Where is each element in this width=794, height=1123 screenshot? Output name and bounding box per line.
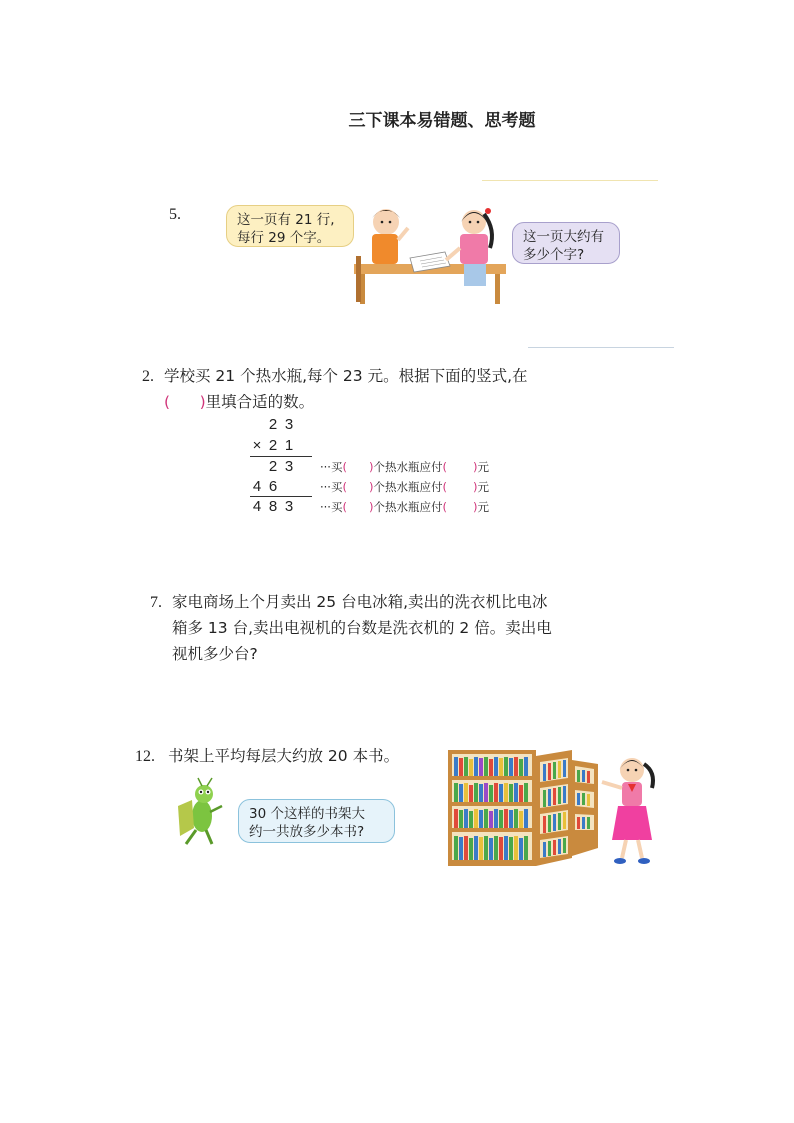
note-mid: 个热水瓶应付 bbox=[373, 480, 443, 494]
question-12-text: 书架上平均每层大约放 20 本书。 bbox=[168, 747, 400, 765]
note-prefix: ···买 bbox=[320, 480, 343, 494]
question-12-number: 12. bbox=[135, 748, 155, 765]
calc-note-row bbox=[320, 499, 489, 515]
question-7-line: 家电商场上个月卖出 25 台电冰箱,卖出的洗衣机比电冰 bbox=[172, 593, 548, 611]
note-suffix: 元 bbox=[477, 480, 489, 494]
answer-blank-open[interactable]: ( bbox=[442, 480, 447, 494]
times-sign: × bbox=[252, 437, 262, 454]
answer-blank[interactable]: ( ) bbox=[164, 393, 206, 411]
note-suffix: 元 bbox=[477, 500, 489, 514]
calc-digit: 4 bbox=[252, 498, 262, 515]
calc-digit: 3 bbox=[284, 416, 294, 433]
bubble-line: 多少个字? bbox=[523, 247, 585, 263]
calc-digit: 6 bbox=[268, 478, 278, 495]
note-suffix: 元 bbox=[477, 460, 489, 474]
speech-bubble-girl bbox=[512, 222, 620, 264]
answer-blank-open[interactable]: ( bbox=[342, 460, 347, 474]
answer-blank-close[interactable]: ) bbox=[368, 460, 374, 474]
bubble-line: 这一页有 21 行, bbox=[237, 212, 335, 228]
question-2-text-cont: 里填合适的数。 bbox=[205, 393, 315, 411]
question-2-text: 学校买 21 个热水瓶,每个 23 元。根据下面的竖式,在 bbox=[164, 367, 528, 385]
calc-digit: 3 bbox=[284, 498, 294, 515]
bubble-line: 约一共放多少本书? bbox=[249, 824, 365, 840]
question-7-text bbox=[172, 589, 552, 667]
note-mid: 个热水瓶应付 bbox=[373, 460, 443, 474]
question-2-number: 2. bbox=[142, 368, 154, 385]
question-5-number: 5. bbox=[169, 206, 181, 223]
answer-blank-open[interactable]: ( bbox=[442, 460, 447, 474]
speech-bubble-boy bbox=[226, 205, 354, 247]
bubble-line: 每行 29 个字。 bbox=[237, 230, 331, 246]
calc-digit: 2 bbox=[268, 416, 278, 433]
answer-blank-open[interactable]: ( bbox=[342, 500, 347, 514]
calc-digit: 4 bbox=[252, 478, 262, 495]
question-7-line: 箱多 13 台,卖出电视机的台数是洗衣机的 2 倍。卖出电 bbox=[172, 619, 552, 637]
answer-blank-close[interactable]: ) bbox=[472, 500, 478, 514]
bookshelf-illustration bbox=[448, 748, 668, 870]
calc-line bbox=[250, 456, 312, 457]
answer-blank-close[interactable]: ) bbox=[368, 500, 374, 514]
question-2-text-line2 bbox=[164, 389, 314, 415]
divider bbox=[528, 347, 674, 348]
calc-digit: 1 bbox=[284, 437, 294, 454]
answer-blank-open[interactable]: ( bbox=[442, 500, 447, 514]
calc-digit: 3 bbox=[284, 458, 294, 475]
grasshopper-icon bbox=[172, 776, 228, 848]
calc-digit: 2 bbox=[268, 458, 278, 475]
note-mid: 个热水瓶应付 bbox=[373, 500, 443, 514]
divider bbox=[482, 180, 658, 181]
bubble-line: 30 个这样的书架大 bbox=[249, 806, 365, 822]
question-7-number: 7. bbox=[150, 594, 162, 611]
calc-digit: 8 bbox=[268, 498, 278, 515]
children-reading-illustration bbox=[350, 200, 510, 306]
note-prefix: ···买 bbox=[320, 500, 343, 514]
question-7-line: 视机多少台? bbox=[172, 645, 258, 663]
bubble-line: 这一页大约有 bbox=[523, 229, 604, 245]
vertical-multiplication bbox=[250, 414, 320, 518]
page-title: 三下课本易错题、思考题 bbox=[348, 111, 536, 131]
calc-note-row bbox=[320, 479, 489, 495]
note-prefix: ···买 bbox=[320, 460, 343, 474]
calc-digit: 2 bbox=[268, 437, 278, 454]
answer-blank-close[interactable]: ) bbox=[368, 480, 374, 494]
speech-bubble-grasshopper bbox=[238, 799, 395, 843]
answer-blank-open[interactable]: ( bbox=[342, 480, 347, 494]
answer-blank-close[interactable]: ) bbox=[472, 460, 478, 474]
calc-note-row bbox=[320, 459, 489, 475]
calc-line bbox=[250, 496, 312, 497]
answer-blank-close[interactable]: ) bbox=[472, 480, 478, 494]
